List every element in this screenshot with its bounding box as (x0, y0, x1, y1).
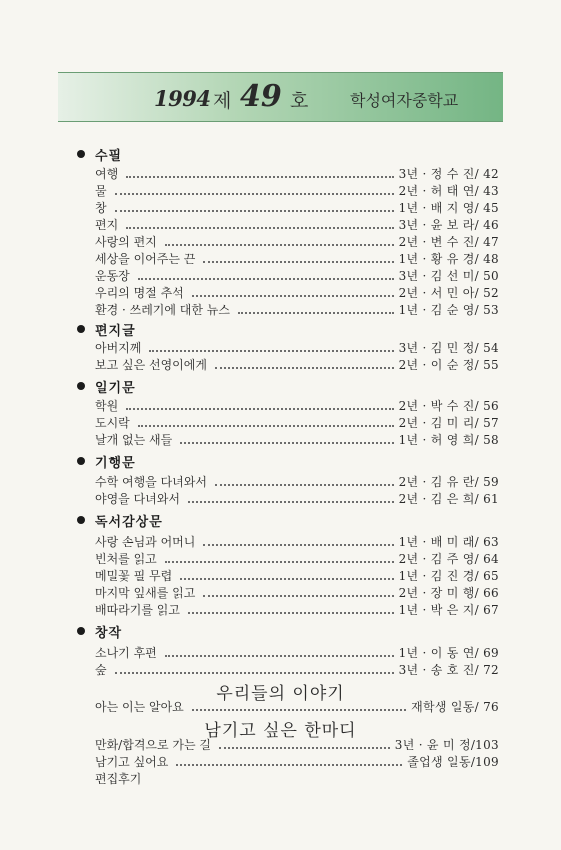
entry-title: 도시락 (95, 416, 130, 430)
section-title: 수필 (95, 148, 123, 164)
story-heading: 우리들의 이야기 (216, 684, 345, 704)
entry-author-page: 3년 · 윤 보 라/ 46 (398, 218, 499, 232)
toc-entry (95, 567, 499, 584)
entry-title: 운동장 (95, 269, 130, 283)
entry-author-page: 2년 · 허 태 연/ 43 (398, 184, 499, 198)
entry-author-page: 3년 · 윤 미 정/103 (394, 738, 499, 752)
dot-leader (165, 654, 394, 657)
issue-je: 제 (213, 90, 232, 112)
entry-title: 세상을 이어주는 끈 (95, 252, 196, 266)
entry-title: 여행 (95, 167, 119, 181)
toc-entry (95, 250, 499, 267)
entry-author-page: 2년 · 서 민 아/ 52 (398, 286, 499, 300)
dot-leader (165, 560, 394, 563)
entry-title: 야영을 다녀와서 (95, 492, 180, 506)
toc-entry (95, 584, 499, 601)
dot-leader (203, 260, 393, 263)
entry-author-page: 1년 · 박 은 지/ 67 (398, 603, 499, 617)
section-title: 독서감상문 (95, 514, 163, 530)
dot-leader (138, 424, 394, 427)
farewell-heading: 남기고 싶은 한마디 (204, 721, 357, 741)
entry-author-page: 1년 · 배 지 영/ 45 (398, 201, 499, 215)
bullet-icon (77, 325, 85, 333)
dot-leader (215, 366, 394, 369)
entry-title: 마지막 잎새를 읽고 (95, 586, 196, 600)
section-header-letters (77, 320, 136, 338)
entry-title: 보고 싶은 선영이에게 (95, 358, 207, 372)
section-title: 편지글 (95, 323, 136, 339)
bullet-icon (77, 627, 85, 635)
dot-leader (180, 441, 393, 444)
dot-leader (238, 311, 394, 314)
dot-leader (192, 708, 406, 711)
dot-leader (180, 577, 393, 580)
toc-entry (95, 356, 499, 373)
entry-title: 학원 (95, 399, 119, 413)
entry-title: 편지 (95, 218, 119, 232)
issue-number: 49 (240, 79, 282, 114)
toc-entry (95, 753, 499, 770)
entry-title: 편집후기 (95, 772, 142, 786)
toc-entry (95, 414, 499, 431)
section-header-essay (77, 145, 122, 163)
entry-title: 사랑 손님과 어머니 (95, 535, 196, 549)
dot-leader (126, 175, 393, 178)
entry-title: 남기고 싶어요 (95, 755, 169, 769)
dot-leader (126, 407, 393, 410)
entry-author-page: 졸업생 일동/109 (407, 755, 499, 769)
entry-title: 아는 이는 알아요 (95, 700, 184, 714)
entry-author-page: 3년 · 정 수 진/ 42 (398, 167, 499, 181)
entry-author-page: 2년 · 김 미 리/ 57 (398, 416, 499, 430)
entry-author-page: 2년 · 김 은 희/ 61 (398, 492, 499, 506)
dot-leader (188, 611, 394, 614)
dot-leader (176, 763, 402, 766)
section-header-travel (77, 452, 136, 470)
entry-title: 메밀꽃 필 무렵 (95, 569, 173, 583)
dot-leader (126, 226, 393, 229)
toc-entry (95, 397, 499, 414)
section-header-creative (77, 622, 122, 640)
toc-entry (95, 770, 499, 787)
toc-entry (95, 550, 499, 567)
dot-leader (115, 209, 394, 212)
toc-entry (95, 644, 499, 661)
toc-entry (95, 199, 499, 216)
dot-leader (219, 746, 390, 749)
entry-title: 빈처를 읽고 (95, 552, 157, 566)
dot-leader (165, 243, 394, 246)
dot-leader (215, 483, 394, 486)
issue-year: 1994 (154, 86, 211, 111)
entry-title: 배따라기를 읽고 (95, 603, 180, 617)
section-title: 창작 (95, 625, 123, 641)
entry-author-page: 3년 · 송 호 진/ 72 (398, 663, 499, 677)
toc-entry (95, 339, 499, 356)
toc-entry (95, 661, 499, 678)
school-name: 학성여자중학교 (350, 91, 459, 110)
section-header-book-reviews (77, 511, 163, 529)
entry-title: 만화/합격으로 가는 길 (95, 738, 212, 752)
entry-title: 환경 · 쓰레기에 대한 뉴스 (95, 303, 230, 317)
dot-leader (203, 543, 393, 546)
dot-leader (149, 349, 393, 352)
issue-banner (58, 72, 503, 122)
toc-entry (95, 431, 499, 448)
section-header-diary (77, 377, 136, 395)
entry-title: 아버지께 (95, 341, 142, 355)
entry-title: 창 (95, 201, 107, 215)
section-title: 일기문 (95, 380, 136, 396)
entry-author-page: 3년 · 김 선 미/ 50 (398, 269, 499, 283)
entry-title: 우리의 명절 추석 (95, 286, 184, 300)
dot-leader (203, 594, 393, 597)
entry-title: 물 (95, 184, 107, 198)
dot-leader (138, 277, 394, 280)
toc-entry (95, 165, 499, 182)
toc-entry (95, 301, 499, 318)
dot-leader (115, 192, 394, 195)
entry-author-page: 2년 · 박 수 진/ 56 (398, 399, 499, 413)
entry-title: 날개 없는 새들 (95, 433, 173, 447)
toc-entry (95, 233, 499, 250)
bullet-icon (77, 516, 85, 524)
toc-entry (95, 284, 499, 301)
toc-entry (95, 601, 499, 618)
toc-entry (95, 267, 499, 284)
toc-entry (95, 698, 499, 715)
issue-ho: 호 (290, 90, 309, 112)
entry-title: 사랑의 편지 (95, 235, 157, 249)
entry-author-page: 1년 · 이 동 연/ 69 (398, 646, 499, 660)
entry-author-page: 재학생 일동/ 76 (411, 700, 499, 714)
bullet-icon (77, 150, 85, 158)
entry-author-page: 1년 · 김 진 경/ 65 (398, 569, 499, 583)
entry-title: 소나기 후편 (95, 646, 157, 660)
entry-author-page: 3년 · 김 민 정/ 54 (398, 341, 499, 355)
dot-leader (188, 500, 394, 503)
entry-author-page: 2년 · 변 수 진/ 47 (398, 235, 499, 249)
entry-title: 숲 (95, 663, 107, 677)
bullet-icon (77, 382, 85, 390)
entry-author-page: 1년 · 김 순 영/ 53 (398, 303, 499, 317)
entry-author-page: 1년 · 황 유 경/ 48 (398, 252, 499, 266)
entry-author-page: 2년 · 김 유 란/ 59 (398, 475, 499, 489)
dot-leader (115, 671, 394, 674)
entry-author-page: 2년 · 이 순 정/ 55 (398, 358, 499, 372)
section-title: 기행문 (95, 455, 136, 471)
dot-leader (192, 294, 394, 297)
toc-entry (95, 736, 499, 753)
entry-author-page: 1년 · 허 영 희/ 58 (398, 433, 499, 447)
toc-entry (95, 216, 499, 233)
bullet-icon (77, 457, 85, 465)
entry-author-page: 2년 · 장 미 행/ 66 (398, 586, 499, 600)
entry-author-page: 1년 · 배 미 래/ 63 (398, 535, 499, 549)
toc-entry (95, 182, 499, 199)
entry-title: 수학 여행을 다녀와서 (95, 475, 207, 489)
toc-entry (95, 490, 499, 507)
toc-entry (95, 473, 499, 490)
entry-author-page: 2년 · 김 주 영/ 64 (398, 552, 499, 566)
toc-entry (95, 533, 499, 550)
